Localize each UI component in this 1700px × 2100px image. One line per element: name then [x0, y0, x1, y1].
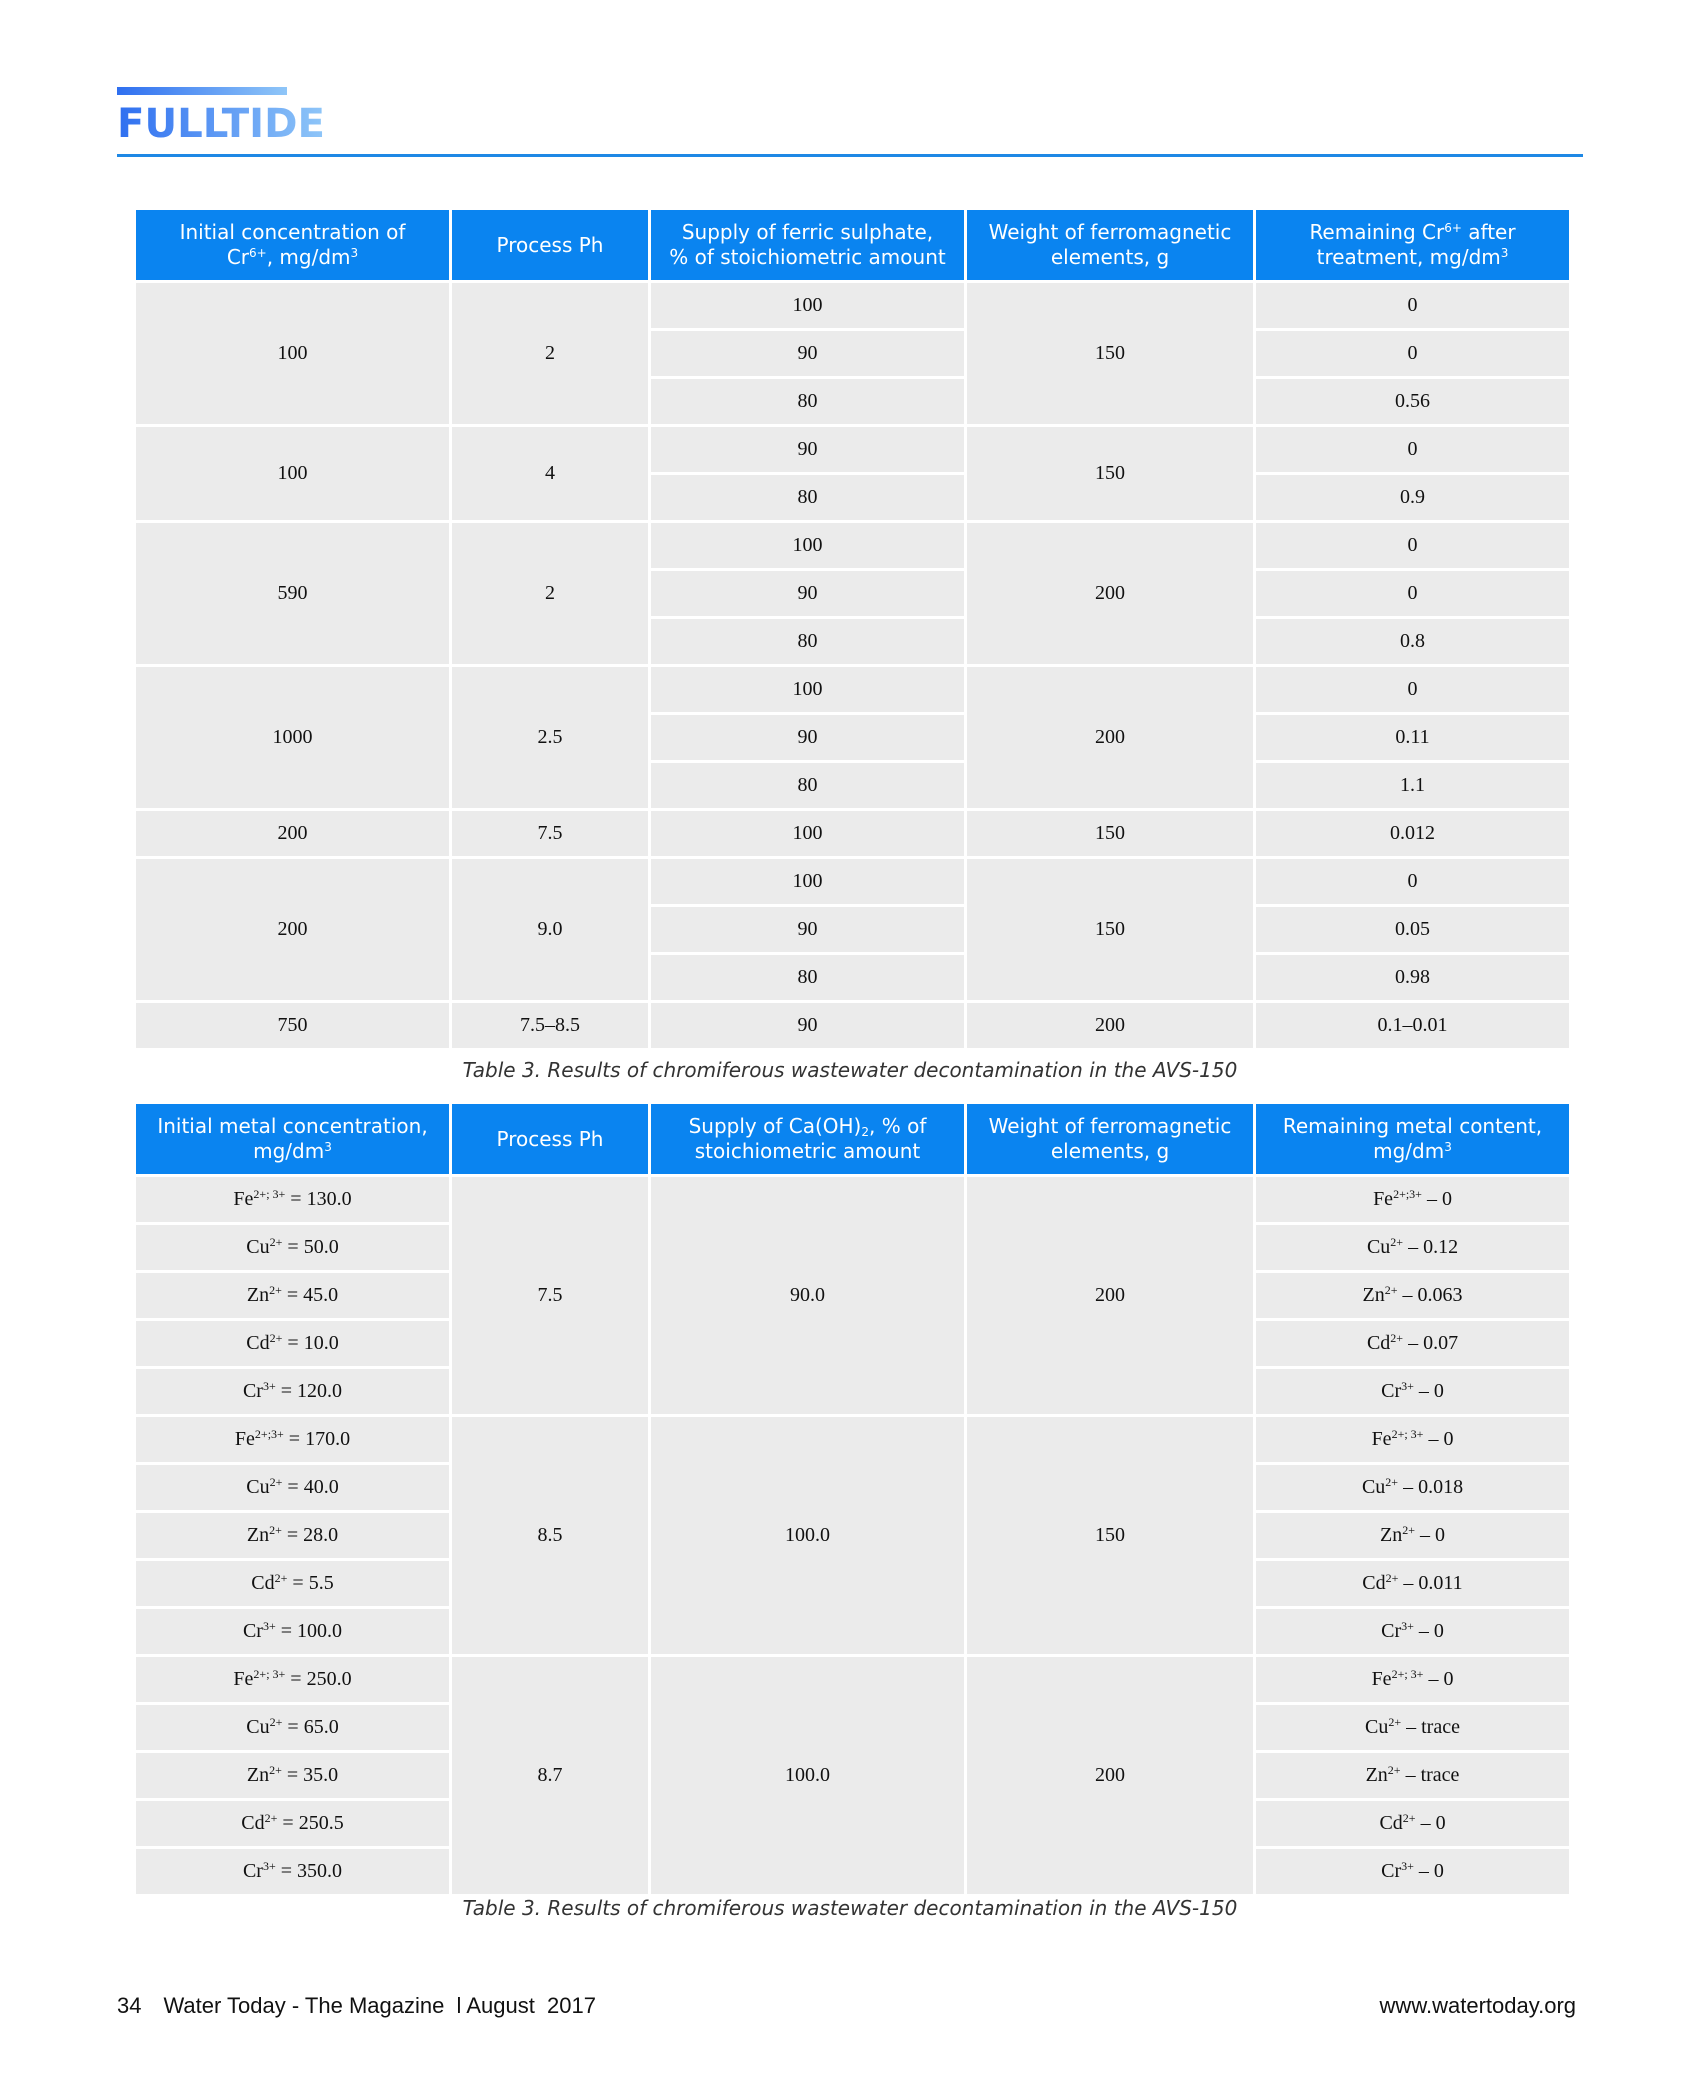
header-remaining-cr: Remaining $Cr^{6+}$ after treatment, $mg/dm^3$ [1256, 210, 1569, 280]
remaining-value: – trace [1400, 1764, 1460, 1786]
ion-charge: 2+ [1387, 1762, 1401, 1777]
cell-remaining-metal [1256, 1177, 1569, 1222]
remaining-value: – 0.011 [1398, 1572, 1463, 1594]
ion-charge: 3+ [262, 1378, 276, 1393]
cell-supply: 100.0 [651, 1417, 964, 1654]
cell-process-ph: 2.5 [452, 667, 648, 808]
cell-initial-concentration: 590 [136, 523, 449, 664]
ion-symbol: Cr [1381, 1620, 1402, 1642]
cell-supply: 100.0 [651, 1657, 964, 1894]
header-initial-concentration: Initial concentration of $Cr^{6+}$, $mg/dm^3$ [136, 210, 449, 280]
ion-symbol: Zn [1365, 1764, 1388, 1786]
ion-charge: 3+ [1401, 1378, 1414, 1393]
cell-process-ph: 8.5 [452, 1417, 648, 1654]
ion-charge: 2+ [269, 1474, 283, 1489]
ion-symbol: Fe [1373, 1188, 1394, 1210]
cell-remaining: 0.9 [1256, 475, 1569, 520]
ion-charge: 2+ [1384, 1282, 1398, 1297]
svg-text:FULLTIDE: FULLTIDE [117, 101, 325, 139]
cell-initial-metal [136, 1513, 449, 1558]
table-row [136, 427, 1569, 472]
table-row [136, 1177, 1569, 1222]
remaining-value: – 0 [1421, 1188, 1452, 1210]
cell-initial-concentration: 100 [136, 427, 449, 520]
ion-symbol: Cr [242, 1620, 263, 1642]
cell-supply: 90 [651, 907, 964, 952]
cell-process-ph: 7.5–8.5 [452, 1003, 648, 1048]
cell-weight: 150 [967, 859, 1253, 1000]
remaining-value: – 0 [1413, 1620, 1444, 1642]
ion-charge: 3+ [262, 1858, 276, 1873]
cell-initial-metal [136, 1465, 449, 1510]
cell-initial-metal [136, 1705, 449, 1750]
cell-remaining: 0.98 [1256, 955, 1569, 1000]
ion-charge: 3+ [1401, 1618, 1414, 1633]
cell-initial-metal [136, 1801, 449, 1846]
table-row [136, 667, 1569, 712]
initial-value: = 170.0 [283, 1428, 351, 1450]
cell-initial-concentration: 200 [136, 811, 449, 856]
cell-supply: 80 [651, 619, 964, 664]
page-number: 34 [117, 1993, 142, 2018]
ion-symbol: Zn [1362, 1284, 1385, 1306]
initial-value: = 100.0 [275, 1620, 343, 1642]
cell-supply: 100 [651, 283, 964, 328]
ion-charge: 2+;3+ [254, 1426, 284, 1441]
ion-charge: 2+; 3+ [253, 1666, 286, 1681]
table-caption: Table 3. Results of chromiferous wastewater decontamination in the AVS-150 [462, 1896, 1238, 1920]
ion-symbol: Cd [1362, 1572, 1386, 1594]
initial-value: = 250.0 [285, 1668, 352, 1690]
initial-value: = 40.0 [282, 1476, 339, 1498]
remaining-value: – 0 [1415, 1524, 1445, 1546]
cell-initial-metal [136, 1417, 449, 1462]
ion-charge: 2+ [1385, 1474, 1399, 1489]
header-process-ph: Process Ph [452, 210, 648, 280]
cell-remaining: 0.05 [1256, 907, 1569, 952]
table-row [136, 523, 1569, 568]
cell-process-ph: 7.5 [452, 811, 648, 856]
footer-publication [117, 1993, 596, 2019]
ion-charge: 2+;3+ [1393, 1186, 1422, 1201]
cell-supply: 100 [651, 859, 964, 904]
ion-symbol: Fe [234, 1428, 255, 1450]
ion-charge: 2+ [1390, 1234, 1404, 1249]
cell-remaining-metal [1256, 1225, 1569, 1270]
ion-charge: 3+ [1401, 1858, 1414, 1873]
cell-remaining-metal [1256, 1513, 1569, 1558]
cell-initial-concentration: 100 [136, 283, 449, 424]
ion-symbol: Cd [251, 1572, 275, 1594]
remaining-value: – 0 [1423, 1428, 1454, 1450]
cell-supply: 80 [651, 379, 964, 424]
cell-process-ph: 8.7 [452, 1657, 648, 1894]
ion-symbol: Cu [1366, 1236, 1391, 1258]
ion-symbol: Fe [233, 1188, 254, 1210]
ion-symbol: Fe [1371, 1668, 1392, 1690]
cell-weight: 150 [967, 427, 1253, 520]
ion-symbol: Zn [246, 1284, 270, 1306]
ion-charge: 2+ [1385, 1570, 1399, 1585]
cell-initial-concentration: 750 [136, 1003, 449, 1048]
ion-symbol: Cr [1381, 1860, 1402, 1882]
ion-charge: 2+ [1402, 1522, 1415, 1537]
ion-symbol: Cr [242, 1860, 263, 1882]
header-initial-metal-concentration: Initial metal concentration, $mg/dm^3$ [136, 1104, 449, 1174]
cell-process-ph: 9.0 [452, 859, 648, 1000]
cell-process-ph: 4 [452, 427, 648, 520]
ion-charge: 2+ [269, 1714, 283, 1729]
header-supply-ferric-sulphate: Supply of ferric sulphate, % of stoichiometric amount [651, 210, 964, 280]
cell-initial-metal [136, 1273, 449, 1318]
cell-weight: 200 [967, 1003, 1253, 1048]
cell-supply: 90.0 [651, 1177, 964, 1414]
footer-website: www.watertoday.org [1379, 1993, 1576, 2018]
ion-charge: 2+ [1390, 1330, 1404, 1345]
cell-remaining-metal [1256, 1705, 1569, 1750]
table-row [136, 283, 1569, 328]
cell-initial-metal [136, 1369, 449, 1414]
ion-symbol: Cu [246, 1476, 270, 1498]
cell-supply: 80 [651, 475, 964, 520]
cell-remaining-metal [1256, 1273, 1569, 1318]
metal-results-table [133, 1101, 1572, 1897]
initial-value: = 65.0 [282, 1716, 339, 1738]
table-caption: Table 3. Results of chromiferous wastewater decontamination in the AVS-150 [462, 1058, 1238, 1082]
cell-supply: 90 [651, 1003, 964, 1048]
cell-initial-metal [136, 1321, 449, 1366]
cell-remaining: 0 [1256, 571, 1569, 616]
initial-value: = 130.0 [285, 1188, 352, 1210]
ion-symbol: Cu [246, 1716, 270, 1738]
cell-remaining-metal [1256, 1465, 1569, 1510]
cell-weight: 150 [967, 1417, 1253, 1654]
cell-initial-metal [136, 1177, 449, 1222]
ion-symbol: Cd [1366, 1332, 1391, 1354]
ion-charge: 2+ [274, 1570, 288, 1585]
cell-initial-metal [136, 1849, 449, 1894]
cell-remaining: 0 [1256, 859, 1569, 904]
ion-charge: 2+ [269, 1762, 282, 1777]
cell-weight: 200 [967, 1177, 1253, 1414]
chromium-results-table [133, 207, 1572, 1051]
cell-remaining-metal [1256, 1801, 1569, 1846]
ion-charge: 2+; 3+ [1391, 1426, 1424, 1441]
header-supply-caoh2: Supply of $Ca(OH)_2$, % of stoichiometric amount [651, 1104, 964, 1174]
cell-supply: 80 [651, 763, 964, 808]
cell-remaining: 0 [1256, 283, 1569, 328]
table-row [136, 1657, 1569, 1702]
ion-symbol: Zn [246, 1524, 270, 1546]
ion-symbol: Zn [1380, 1524, 1403, 1546]
cell-initial-metal [136, 1225, 449, 1270]
cell-remaining-metal [1256, 1849, 1569, 1894]
cell-initial-concentration: 1000 [136, 667, 449, 808]
cell-remaining: 0.56 [1256, 379, 1569, 424]
publication-info: Water Today - The Magazine l August 2017 [163, 1993, 596, 2018]
ion-symbol: Cd [1379, 1812, 1403, 1834]
cell-initial-metal [136, 1609, 449, 1654]
cell-supply: 90 [651, 331, 964, 376]
ion-charge: 2+; 3+ [1391, 1666, 1424, 1681]
cell-supply: 90 [651, 427, 964, 472]
ion-symbol: Zn [246, 1764, 270, 1786]
cell-initial-metal [136, 1657, 449, 1702]
cell-supply: 100 [651, 667, 964, 712]
cell-remaining: 0.8 [1256, 619, 1569, 664]
cell-process-ph: 2 [452, 283, 648, 424]
cell-supply: 100 [651, 523, 964, 568]
header-process-ph: Process Ph [452, 1104, 648, 1174]
remaining-value: – trace [1401, 1716, 1460, 1738]
cell-remaining-metal [1256, 1321, 1569, 1366]
table-row [136, 1003, 1569, 1048]
ion-charge: 2+ [269, 1234, 283, 1249]
remaining-value: – 0 [1413, 1380, 1444, 1402]
cell-remaining: 0 [1256, 427, 1569, 472]
cell-initial-concentration: 200 [136, 859, 449, 1000]
ion-symbol: Fe [233, 1668, 254, 1690]
cell-remaining-metal [1256, 1753, 1569, 1798]
initial-value: = 120.0 [275, 1380, 343, 1402]
ion-symbol: Cd [246, 1332, 270, 1354]
remaining-value: – 0 [1413, 1860, 1444, 1882]
remaining-value: – 0.07 [1403, 1332, 1459, 1354]
cell-remaining-metal [1256, 1417, 1569, 1462]
initial-value: = 28.0 [281, 1524, 339, 1546]
cell-remaining: 0.012 [1256, 811, 1569, 856]
cell-remaining-metal [1256, 1609, 1569, 1654]
header-weight-ferromagnetic: Weight of ferromagnetic elements, g [967, 210, 1253, 280]
ion-charge: 2+ [1388, 1714, 1402, 1729]
cell-remaining: 0 [1256, 667, 1569, 712]
cell-weight: 150 [967, 811, 1253, 856]
header-remaining-metal: Remaining metal content, $mg/dm^3$ [1256, 1104, 1569, 1174]
cell-remaining: 0.1–0.01 [1256, 1003, 1569, 1048]
ion-symbol: Cu [246, 1236, 270, 1258]
cell-remaining-metal [1256, 1657, 1569, 1702]
initial-value: = 5.5 [287, 1572, 334, 1594]
ion-charge: 3+ [262, 1618, 276, 1633]
cell-supply: 90 [651, 715, 964, 760]
initial-value: = 350.0 [275, 1860, 343, 1882]
cell-remaining: 1.1 [1256, 763, 1569, 808]
remaining-value: – 0 [1415, 1812, 1446, 1834]
header-rule [117, 154, 1583, 157]
cell-supply: 100 [651, 811, 964, 856]
ion-symbol: Cr [242, 1380, 263, 1402]
fulltide-logo [117, 87, 327, 139]
cell-weight: 150 [967, 283, 1253, 424]
ion-charge: 2+ [264, 1810, 278, 1825]
cell-initial-metal [136, 1561, 449, 1606]
remaining-value: – 0.063 [1397, 1284, 1463, 1306]
header-weight-ferromagnetic: Weight of ferromagnetic elements, g [967, 1104, 1253, 1174]
ion-symbol: Fe [1371, 1428, 1392, 1450]
ion-charge: 2+ [269, 1330, 283, 1345]
cell-supply: 90 [651, 571, 964, 616]
initial-value: = 250.5 [277, 1812, 344, 1834]
ion-charge: 2+ [1402, 1810, 1416, 1825]
cell-initial-metal [136, 1753, 449, 1798]
initial-value: = 35.0 [281, 1764, 339, 1786]
initial-value: = 10.0 [282, 1332, 339, 1354]
cell-supply: 80 [651, 955, 964, 1000]
cell-remaining: 0 [1256, 331, 1569, 376]
cell-weight: 200 [967, 1657, 1253, 1894]
cell-remaining-metal [1256, 1369, 1569, 1414]
ion-symbol: Cu [1365, 1716, 1389, 1738]
cell-remaining: 0 [1256, 523, 1569, 568]
table-row [136, 811, 1569, 856]
ion-symbol: Cr [1381, 1380, 1402, 1402]
table-header-row [136, 1104, 1569, 1174]
table-row [136, 859, 1569, 904]
cell-remaining: 0.11 [1256, 715, 1569, 760]
remaining-value: – 0.018 [1398, 1476, 1464, 1498]
remaining-value: – 0.12 [1403, 1236, 1459, 1258]
cell-weight: 200 [967, 523, 1253, 664]
ion-symbol: Cd [241, 1812, 265, 1834]
table-row [136, 1417, 1569, 1462]
table-header-row [136, 210, 1569, 280]
initial-value: = 45.0 [281, 1284, 339, 1306]
ion-charge: 2+ [269, 1522, 282, 1537]
initial-value: = 50.0 [282, 1236, 339, 1258]
cell-process-ph: 2 [452, 523, 648, 664]
cell-process-ph: 7.5 [452, 1177, 648, 1414]
remaining-value: – 0 [1423, 1668, 1454, 1690]
ion-charge: 2+; 3+ [253, 1186, 286, 1201]
ion-charge: 2+ [269, 1282, 282, 1297]
cell-weight: 200 [967, 667, 1253, 808]
cell-remaining-metal [1256, 1561, 1569, 1606]
ion-symbol: Cu [1361, 1476, 1386, 1498]
